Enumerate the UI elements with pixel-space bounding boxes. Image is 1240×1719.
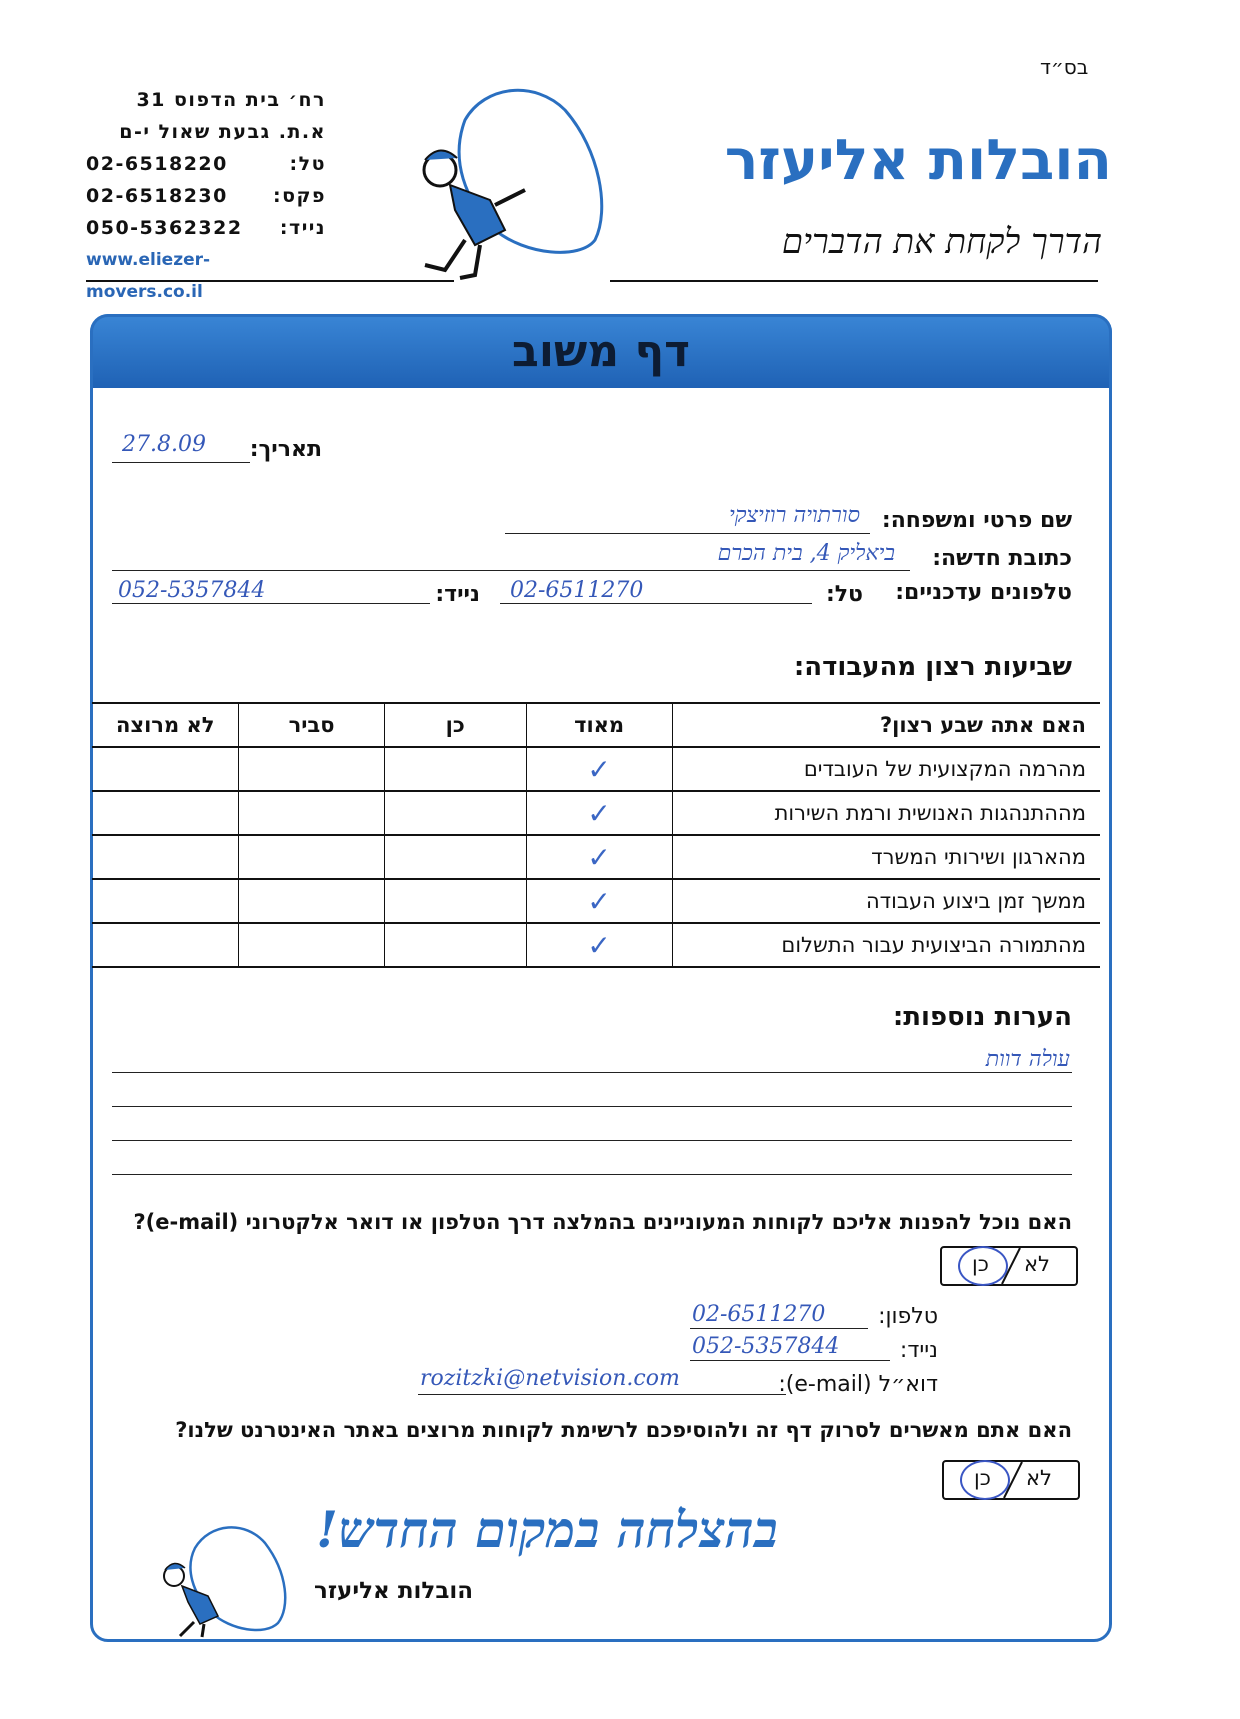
date-line <box>112 462 250 463</box>
checkbox-cell[interactable] <box>92 835 239 879</box>
checkbox-cell[interactable] <box>384 923 526 967</box>
brand-name: הובלות אליעזר <box>724 128 1112 193</box>
satisfaction-table <box>92 702 1100 968</box>
col-unsatisfied: לא מרוצה <box>92 703 239 747</box>
satisfaction-heading: שביעות רצון מהעבודה: <box>793 652 1072 682</box>
referral-phone-value[interactable]: 02-6511270 <box>692 1302 826 1327</box>
row-label: ממשך זמן ביצוע העבודה <box>672 879 1100 923</box>
checkbox-cell[interactable] <box>526 747 672 791</box>
phones-tel-line <box>500 603 812 604</box>
name-label: שם פרטי ומשפחה: <box>881 508 1072 533</box>
referral-email-line <box>418 1394 786 1395</box>
referral-mobile-line <box>690 1360 890 1361</box>
table-row <box>92 923 1100 967</box>
checkbox-cell[interactable] <box>92 923 239 967</box>
address-line2: א.ת. גבעת שאול י-ם <box>119 121 326 143</box>
phones-tel-value[interactable]: 02-6511270 <box>510 578 644 603</box>
address-line <box>112 570 910 571</box>
referral-no[interactable]: לא <box>1024 1252 1050 1276</box>
footer-mascot-logo <box>150 1518 290 1638</box>
consent-no[interactable]: לא <box>1026 1466 1052 1490</box>
fax-number: 02-6518230 <box>86 185 228 207</box>
name-value[interactable]: סורתויה רוזיצקי <box>728 503 860 528</box>
checkbox-cell[interactable] <box>384 747 526 791</box>
row-label: מהרמה המקצועית של העובדים <box>672 747 1100 791</box>
referral-mobile-label: נייד: <box>899 1338 938 1363</box>
check-icon: ✓ <box>587 796 611 830</box>
phones-tel-label: טל: <box>825 582 863 607</box>
referral-phone-line <box>690 1328 868 1329</box>
consent-yes[interactable]: כן <box>974 1466 991 1490</box>
notes-line-1 <box>112 1072 1072 1073</box>
selected-circle <box>960 1460 1010 1500</box>
col-fair: סביר <box>239 703 384 747</box>
bsd-mark: בס״ד <box>1040 55 1089 79</box>
checkbox-cell[interactable] <box>384 879 526 923</box>
header-rule-left <box>86 280 454 282</box>
referral-mobile-value[interactable]: 052-5357844 <box>692 1334 840 1359</box>
footer-signature: הובלות אליעזר <box>314 1578 474 1604</box>
referral-question: האם נוכל להפנות אליכם לקוחות המעוניינים בהמלצה דרך הטלפון או דואר אלקטרוני (e-mail)? <box>133 1210 1072 1234</box>
date-value[interactable]: 27.8.09 <box>122 432 206 457</box>
name-line <box>505 533 870 534</box>
check-icon: ✓ <box>587 752 611 786</box>
phones-mobile-value[interactable]: 052-5357844 <box>118 578 266 603</box>
form-title: דף משוב <box>511 326 691 377</box>
row-label: מהתמורה הביצועית עבור התשלום <box>672 923 1100 967</box>
referral-email-value[interactable]: rozitzki@netvision.com <box>420 1366 680 1391</box>
checkbox-cell[interactable] <box>239 923 384 967</box>
selected-circle <box>958 1246 1008 1286</box>
checkbox-cell[interactable] <box>92 879 239 923</box>
website-link[interactable]: www.eliezer-movers.co.il <box>86 250 211 302</box>
notes-line-4 <box>112 1174 1072 1175</box>
mobile-number: 050-5362322 <box>86 217 243 239</box>
date-label: תאריך: <box>249 437 322 462</box>
check-icon: ✓ <box>587 884 611 918</box>
checkbox-cell[interactable] <box>239 747 384 791</box>
fax-label: פקס: <box>273 185 326 207</box>
brand-slogan: הדרך לקחת את הדברים <box>781 222 1102 262</box>
col-very: מאוד <box>526 703 672 747</box>
checkbox-cell[interactable] <box>239 879 384 923</box>
notes-line-3 <box>112 1140 1072 1141</box>
closing-message: בהצלחה במקום החדש! <box>316 1500 778 1559</box>
checkbox-cell[interactable] <box>526 923 672 967</box>
table-row <box>92 879 1100 923</box>
phones-label: טלפונים עדכניים: <box>895 580 1072 605</box>
tel-label: טל: <box>289 153 326 175</box>
row-label: מההתנהגות האנושית ורמת השירות <box>672 791 1100 835</box>
phones-mobile-line <box>112 603 430 604</box>
row-label: מהארגון ושירותי המשרד <box>672 835 1100 879</box>
table-row <box>92 835 1100 879</box>
contact-block <box>86 84 326 308</box>
referral-phone-label: טלפון: <box>878 1304 938 1329</box>
checkbox-cell[interactable] <box>92 747 239 791</box>
consent-question: האם אתם מאשרים לסרוק דף זה ולהוסיפכם לרשימת לקוחות מרוצים באתר האינטרנט שלנו? <box>175 1418 1072 1442</box>
referral-yes[interactable]: כן <box>972 1252 989 1276</box>
address-line1: רח׳ בית הדפוס 31 <box>136 89 326 111</box>
tel-number: 02-6518220 <box>86 153 228 175</box>
table-row <box>92 791 1100 835</box>
checkbox-cell[interactable] <box>239 835 384 879</box>
address-label: כתובת חדשה: <box>932 546 1072 571</box>
checkbox-cell[interactable] <box>526 879 672 923</box>
notes-value[interactable]: עולה דוות <box>985 1047 1070 1072</box>
question-header: האם אתה שבע רצון? <box>672 703 1100 747</box>
checkbox-cell[interactable] <box>239 791 384 835</box>
checkbox-cell[interactable] <box>526 791 672 835</box>
phones-mobile-label: נייד: <box>435 582 480 607</box>
check-icon: ✓ <box>587 928 611 962</box>
header-rule-right <box>610 280 1098 282</box>
referral-email-label: דוא״ל (e-mail): <box>778 1372 938 1397</box>
check-icon: ✓ <box>587 840 611 874</box>
table-row <box>92 747 1100 791</box>
notes-line-2 <box>112 1106 1072 1107</box>
mobile-label: נייד: <box>279 217 326 239</box>
mover-mascot-logo <box>395 80 615 285</box>
address-value[interactable]: ביאליק 4, בית הכרם <box>717 541 895 566</box>
consent-yes-no[interactable] <box>942 1460 1080 1500</box>
checkbox-cell[interactable] <box>526 835 672 879</box>
referral-yes-no[interactable] <box>940 1246 1078 1286</box>
notes-heading: הערות נוספות: <box>892 1002 1072 1032</box>
checkbox-cell[interactable] <box>92 791 239 835</box>
checkbox-cell[interactable] <box>384 835 526 879</box>
checkbox-cell[interactable] <box>384 791 526 835</box>
col-yes: כן <box>384 703 526 747</box>
